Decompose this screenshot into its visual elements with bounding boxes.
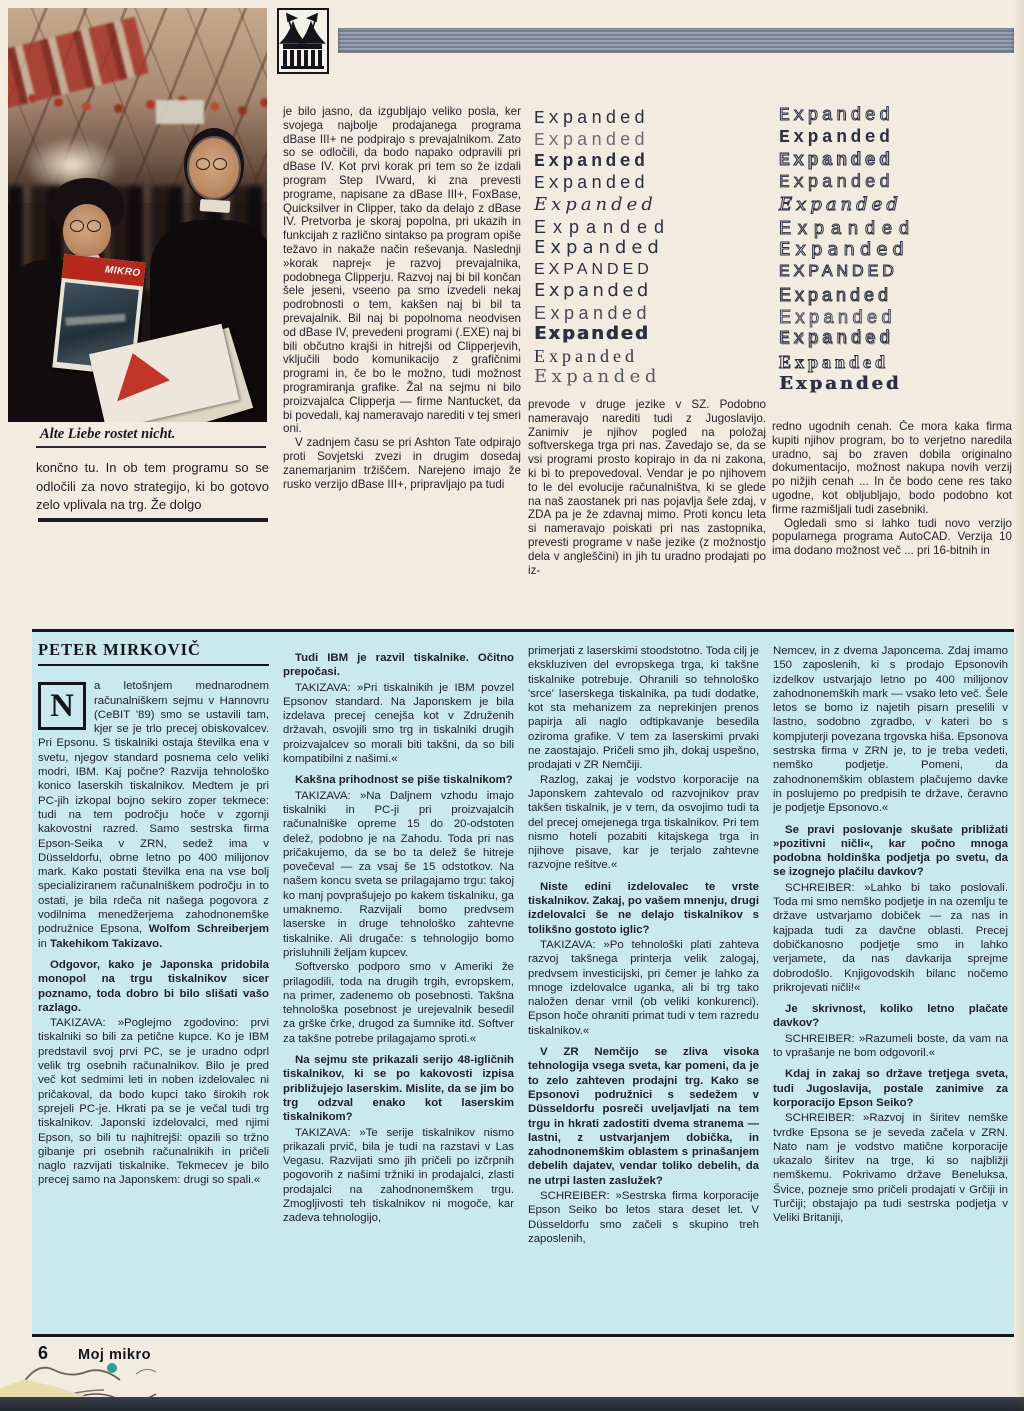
photo-person-left-face (63, 204, 111, 258)
font-sample-caps: EXPANDED (534, 260, 653, 278)
paragraph: TAKIZAVA: »Te serije tiskalnikov nismo prikazali prvič, bila je tudi na razstavi v Las Vegasu. Razvijati smo jih pričeli po izčrpnih pogovorih z našimi tržniki in prodajalci, zlasti prodajalci na zahodnonemškem trgu. Zmogljivosti teh tiskalnikov ni mogoče, kar zadeva tehnologijo, (283, 1126, 514, 1225)
font-sample-o-serif: Expanded (779, 351, 890, 372)
interview-panel (32, 629, 1014, 1337)
font-sample-b-tw: Expanded (779, 128, 894, 149)
paragraph: SCHREIBER: »Sestrska firma korporacije Epson Seiko bo letos stara deset let. V Düsseldorfu smo začeli s skupino treh zaposlenih, (528, 1189, 759, 1245)
font-sample-sans-lt: Expanded (534, 302, 652, 323)
footer-magazine-name: Moj mikro (78, 1347, 151, 1363)
font-sample-serif-lt: Expanded (534, 366, 661, 387)
page-right-edge-shadow (1014, 0, 1024, 1411)
paragraph: TAKIZAVA: »Na Daljnem vzhodu imajo tiskalniki in PC-ji pri proizvajalcih računalniške opreme 15 do 20-odstoten delež, podobno je na Zahodu. Toda pri nas pričakujemo, da se bo ta delež še hitreje povečeval — za vsaj še 15 odstotkov. Na našem koncu sveta se prilagajamo trgu: takoj ko manj povprašujejo po kakem tiskalniku, ga umaknemo. Razvijali bomo predvsem laserske in druge tehnološko zahtevne tiskalnike. Ali drugače: s tehnologijo bomo prisluhnili željam kupcev. (283, 789, 514, 959)
footer-page-number: 6 (38, 1343, 49, 1363)
interview-question: Odgovor, kako je Japonska pridobila monopol na trgu tiskalnikov sicer poznamo, toda dobro bi bilo slišati vašo razlago. (38, 958, 269, 1014)
font-sample-serif: Expanded (534, 345, 638, 366)
interview-column-2 (283, 644, 514, 1328)
font-sample-ital: Expanded (534, 194, 657, 215)
font-sample-tw-bold: Expanded (534, 152, 649, 172)
font-sample-hatch: Expanded (779, 150, 894, 171)
caption-divider (36, 446, 266, 448)
font-sample-o-sans: Expanded (779, 217, 917, 238)
font-samples-plain (534, 109, 766, 387)
paragraph: Razlog, zakaj je vodstvo korporacije na Japonskem zahtevalo od razvojnikov prav takšen tiskalnik, je v tem, da osvojimo tudi ta del precej omejenega trga tiskalnikov. Pri tem nismo hoteli pozabiti kitajskega trga in njihove pisave, kar je terjalo zahtevne razvojne rešitve.« (528, 773, 759, 872)
font-sample-tw-light: Expanded (534, 130, 649, 151)
paragraph: SCHREIBER: »Razumeli boste, da vam na to vprašanje ne bom odgovoril.« (773, 1032, 1008, 1060)
photo-caption: Alte Liebe rostet nicht. (40, 426, 176, 442)
font-sample-o-orn: Expanded (779, 329, 894, 350)
paragraph: a letošnjem mednarodnem računalniškem sejmu v Hannovru (CeBIT '89) smo se ustavili tam, kjer se je trlo precej obiskovalcev. Pri Epsonu. S tiskalniki ostaja številka ena v svetu, njegov standard posnema celo veliki modri, IBM. Kaj počne? Razvija tehnološko konico laserskih tiskalnikov. Medtem je pri PC-jih izkopal bojno sekiro zoper tekmece: tudi na tem področju hoče v zgornji kakovostni razred. Samo sestrska firma Epson-Seika v ZRN, sedež ima v Düsseldorfu, obrne letno po 400 milijonov mark. Kako postati številka ena na vse bolj specializiranem računalniškem področju in to ostati, je bila rdeča nit našega pogovora z vodilnima menedžerjema zahodnonemške podružnice Epsona, Wolfom Schreiberjem in Takehikom Takizavo. (38, 680, 269, 950)
paragraph: TAKIZAVA: »Pri tiskalnikih je IBM povzel Epsonov standard. Na Japonskem je bila izdelava precej cenejša kot v Združenih državah, osvojili smo trg in tiskalniki drugih proizvajalcev so morali biti takšni, da so bili kompatibilni z našimi.« (283, 681, 514, 766)
top-article-column-1 (283, 105, 521, 622)
section-divider (38, 518, 268, 522)
font-sample-o-round: Expanded (779, 238, 909, 260)
paragraph: TAKIZAVA: »Poglejmo zgodovino: prvi tiskalniki so bili za petične kupce. Ko je IBM predstavil svoj prvi PC, se je uradno odprl velik trg osebnih računalnikov. Bilo je pred več kot sedmimi leti in noben izdelovalec ni pričakoval, da bodo kupci tako širokih rok sprejeli PC-je. Hkrati pa se je večal tudi trg tiskalnikov. Japonski izdelovalci, med njimi Epson, so bili tu najhitrejši: opazili so tržno gibanje pri osebnih računalnikih in pričeli naglo razvijati tiskalnike. Tekmecev je bilo precej samo na Japonskem: drugi so spali.« (38, 1017, 269, 1187)
glasses-icon (196, 158, 232, 170)
trade-fair-photo (8, 8, 267, 422)
interview-column-1 (38, 632, 269, 1330)
left-leadout-paragraph: končno tu. In ob tem programu so se odločili za novo strategijo, ki bo gotovo zelo vplivala na trg. Že dolgo (36, 460, 269, 512)
header-striped-bar (338, 28, 1014, 53)
interview-question: Kdaj in zakaj so države tretjega sveta, tudi Jugoslavija, postale zanimive za korporacijo Epson Seiko? (773, 1068, 1008, 1109)
photo-sign (156, 100, 204, 124)
interview-question: Kakšna prihodnost se piše tiskalnikom? (295, 774, 513, 787)
fair-tents-logo-icon (277, 8, 329, 74)
paragraph: Softversko podporo smo v Ameriki že prilagodili, toda na drugih trgih, evropskem, na primer, zadenemo ob posebnosti. Takšna tehnološka posebnost je urejevalnik besedil za grške črke, drugod za šumnike itd. Softver za takšne potrebe prilagajamo sproti.« (283, 961, 514, 1045)
paragraph: Nemcev, in z dvema Japoncema. Zdaj imamo 150 zaposlenih, ki s prodajo Epsonovih izdelkov ustvarjajo letno po 400 milijonov zahodnonemških mark — vsako leto več. Šele letos se bomo iz najetih pisarn preselili v lastno, sodobno zgradbo, v kateri bo s kompjuterji povezana trgovska hiša. Epsonova sestrska firma v ZRN je, to je treba vedeti, nemško podjetje. Pomeni, da zahodnonemškim oblastem plačujemo davke in poslujemo po predpisih te države, čeravno je podjetje Epsonovo.« (773, 645, 1008, 815)
font-sample-b-serif: Expanded (779, 372, 902, 394)
tents-icon (279, 10, 326, 71)
interview-column-3 (528, 644, 759, 1328)
font-sample-dot: Expanded (779, 172, 894, 193)
teal-dot (107, 1363, 117, 1373)
paragraph: primerjati z laserskimi stoodstotno. Toda cilj je ekskluziven del evropskega trga, ki takšne tiskalnike potrebuje. Ohranili so tehnološko 'srce' laserskega tiskalnika, pa tudi dodatke, kot sta mehanizem za neprekinjen prenos papirja ali naglo odtipkavanje besedila oziroma grafike. V tem za laserskimi prvaki ne zaostajajo. Pričeli smo jih, dokaj uspešno, prodajati v ZR Nemčiji. (528, 645, 759, 772)
top-article-column-2 (528, 398, 766, 622)
font-samples-decorated (779, 106, 1017, 394)
font-sample-tw: Expanded (534, 109, 649, 129)
font-sample-fill-o: Expanded (779, 284, 893, 305)
font-sample-o-caps: EXPANDED (779, 263, 898, 281)
interview-question: V ZR Nemčijo se zliva visoka tehnologija vsega sveta, kar pomeni, da je to zelo zahteven prodajni trg. Kako se Epsonovi podružnici s sedežem v Düsseldorfu posreči uveljavljati na tem trgu in hkrati zadostiti dvema stranema — lastni, z ustvarjanjem dobička, in zahodnonemškim oblastem s prinašanjem debelih dajatev, vendar toliko debelih, da ne utrpi lasten zaslužek? (528, 1046, 759, 1187)
page-bottom-edge (0, 1397, 1024, 1411)
paragraph: je bilo jasno, da izgubljajo veliko posla, ker svojega najbolje prodajanega programa dBase III+ ne podpirajo s prevajalnikom. Zato so se odločili, da bodo napako odpravili pri dBase IV. Kot prvi korak pri tem so že izdali program Step IVward, ki zna prevesti programe, napisane za dBase III+, FoxBase, Quicksilver in Clipper, tako da delajo z dBase IV. Pretvorba je skoraj popolna, pri ukazih in funkcijah z različno sintakso pa program opiše težavo in nakaže način reševanja. Naslednji »korak naprej« je razvoj prevajalnika, podobnega Clipperju. Razvoj naj bi bil končan šele jeseni, vseeno pa smo izvedeli nekaj podrobnosti o tem, kakšen naj bi bil ta prevajalnik. Bil naj bi popolnoma neodvisen od dBase IV, prevedeni programi (.EXE) naj bi bili občutno krajši in hitrejši od Clipperjevih, vključili bodo komunikacijo z grafičnimi programi in, če bo le možno, tudi možnost programiranja grafike. Žal na sejmu ni bilo proizvajalca Clipperja — firme Nantucket, da bi povedali, kaj nameravajo narediti v tej smeri oni. (283, 105, 521, 436)
font-sample-round: Expanded (534, 237, 664, 258)
photo-magazine-masthead: MIKRO (62, 254, 146, 286)
paragraph: prevode v druge jezike v SZ. Podobno nameravajo narediti tudi z Jugoslavijo. Zanimiv je njihov pogled na položaj softverskega trga pri nas. Zavedajo se, da se vsi programi prosto kopirajo in da ni zakona, ki bi to prepovedoval. Vendar je po njihovem to le del evolucije računalništva, ki se glede na naš zaostanek pri nas pojavlja šele zdaj, v ZDA pa je že zdavnaj mimo. Proti koncu leta si nameravajo poiskati pri nas zastopnika, prevesti programe v naše jezike (z možnostjo dela v angleščini) in jih tu uradno prodajati po iz- (528, 398, 766, 577)
interview-column-4 (773, 644, 1008, 1328)
font-sample-heavy: Expanded (534, 323, 650, 344)
paragraph: SCHREIBER: »Lahko bi tako poslovali. Toda mi smo nemško podjetje in na ozemlju te države ustvarjamo dobiček — za nas in kajpada tudi za davčne oblasti. Precej dobičkanosno podjetje smo in lahko verjamete, da nas davkarija sprejme dobrodošlo. Knjigovodskih bilanc nočemo prikrojevati ničli!« (773, 881, 1008, 994)
paragraph: SCHREIBER: »Razvoj in širitev nemške tvrdke Epsona se je seveda začela v ZRN. Nato nam je vodstvo matične korporacije ukazalo širitev na trge, ki so najbližji nemškemu. Pokrivamo države Beneluksa, Švice, pozneje smo pričeli prodajati v Grčiji in Turčiji; obstajajo pa tudi sestrska podjetja v Veliki Britaniji, (773, 1112, 1008, 1225)
paragraph: V zadnjem času se pri Ashton Tate odpirajo proti Sovjetski zvezi in drugim dosedaj zanemarjanim tržiščem. Narejeno imajo že rusko verzijo dBase III+, pripravljajo pa tudi (283, 436, 521, 491)
interview-question: Niste edini izdelovalec te vrste tiskalnikov. Zakaj, po vašem mnenju, drugi izdelovalci še ne delajo tiskalnikov s tolikšno gostoto iglic? (528, 880, 759, 936)
font-sample-sans-md: Expanded (534, 280, 652, 301)
font-sample-o-tw: Expanded (779, 106, 894, 126)
interview-question: Je skrivnost, koliko letno plačate davkov? (773, 1003, 1008, 1030)
interview-question: Na sejmu ste prikazali serijo 48-igličnih tiskalnikov, ki se po kakovosti izpisa približujejo laserskim. Mislite, da se jim bo trg odzval enako kot laserskim tiskalnikom? (283, 1054, 514, 1124)
interview-question: Tudi IBM je razvil tiskalnike. Očitno prepočasi. (283, 652, 514, 679)
font-sample-tw-reg: Expanded (534, 173, 649, 194)
interview-column-1-text (38, 679, 269, 1187)
photo-person-right-collar (200, 199, 231, 213)
paragraph: redno ugodnih cenah. Če mora kaka firma kupiti njihov program, bo to verjetno naredila uradno, saj bo zraven dobila originalno dokumentacijo, možnost nakupa novih verzij po nižjih cenah ... In če bodo cene res tako ugodne, kot obljubljajo, bodo podobno kot firme razmišljali tudi zasebniki. (772, 420, 1012, 516)
photo-lights (28, 94, 37, 103)
dropcap-initial: N (38, 682, 86, 730)
font-sample-sans-sp: Expanded (534, 216, 672, 237)
top-article-column-3 (772, 420, 1012, 622)
font-sample-o-sans-lt: Expanded (779, 306, 897, 327)
author-byline: PETER MIRKOVIČ (38, 632, 269, 666)
glasses-icon (70, 220, 104, 231)
font-sample-o-ital: Expanded (779, 194, 902, 216)
interview-question: Se pravi poslovanje skušate približati »pozitivni ničli«, kar počno mnoga podobna holdinška podjetja po svetu, da se izognejo plačilu davkov? (773, 823, 1008, 879)
paragraph: TAKIZAVA: »Po tehnološki plati zahteva razvoj takšnega printerja velik zalogaj, predvsem investicijski, pri čemer je lahko za mnoge izdelovalce uganka, ali bi trg tako naložen denar vrnil (ob veliki konkurenci). Epson hoče ohraniti primat tudi v tem razredu tiskalnikov.« (528, 938, 759, 1037)
paragraph: Ogledali smo si lahko tudi novo verzijo popularnega programa AutoCAD. Verzija 10 ima dodano možnost več ... pri 16-bitnih in (772, 516, 1012, 558)
